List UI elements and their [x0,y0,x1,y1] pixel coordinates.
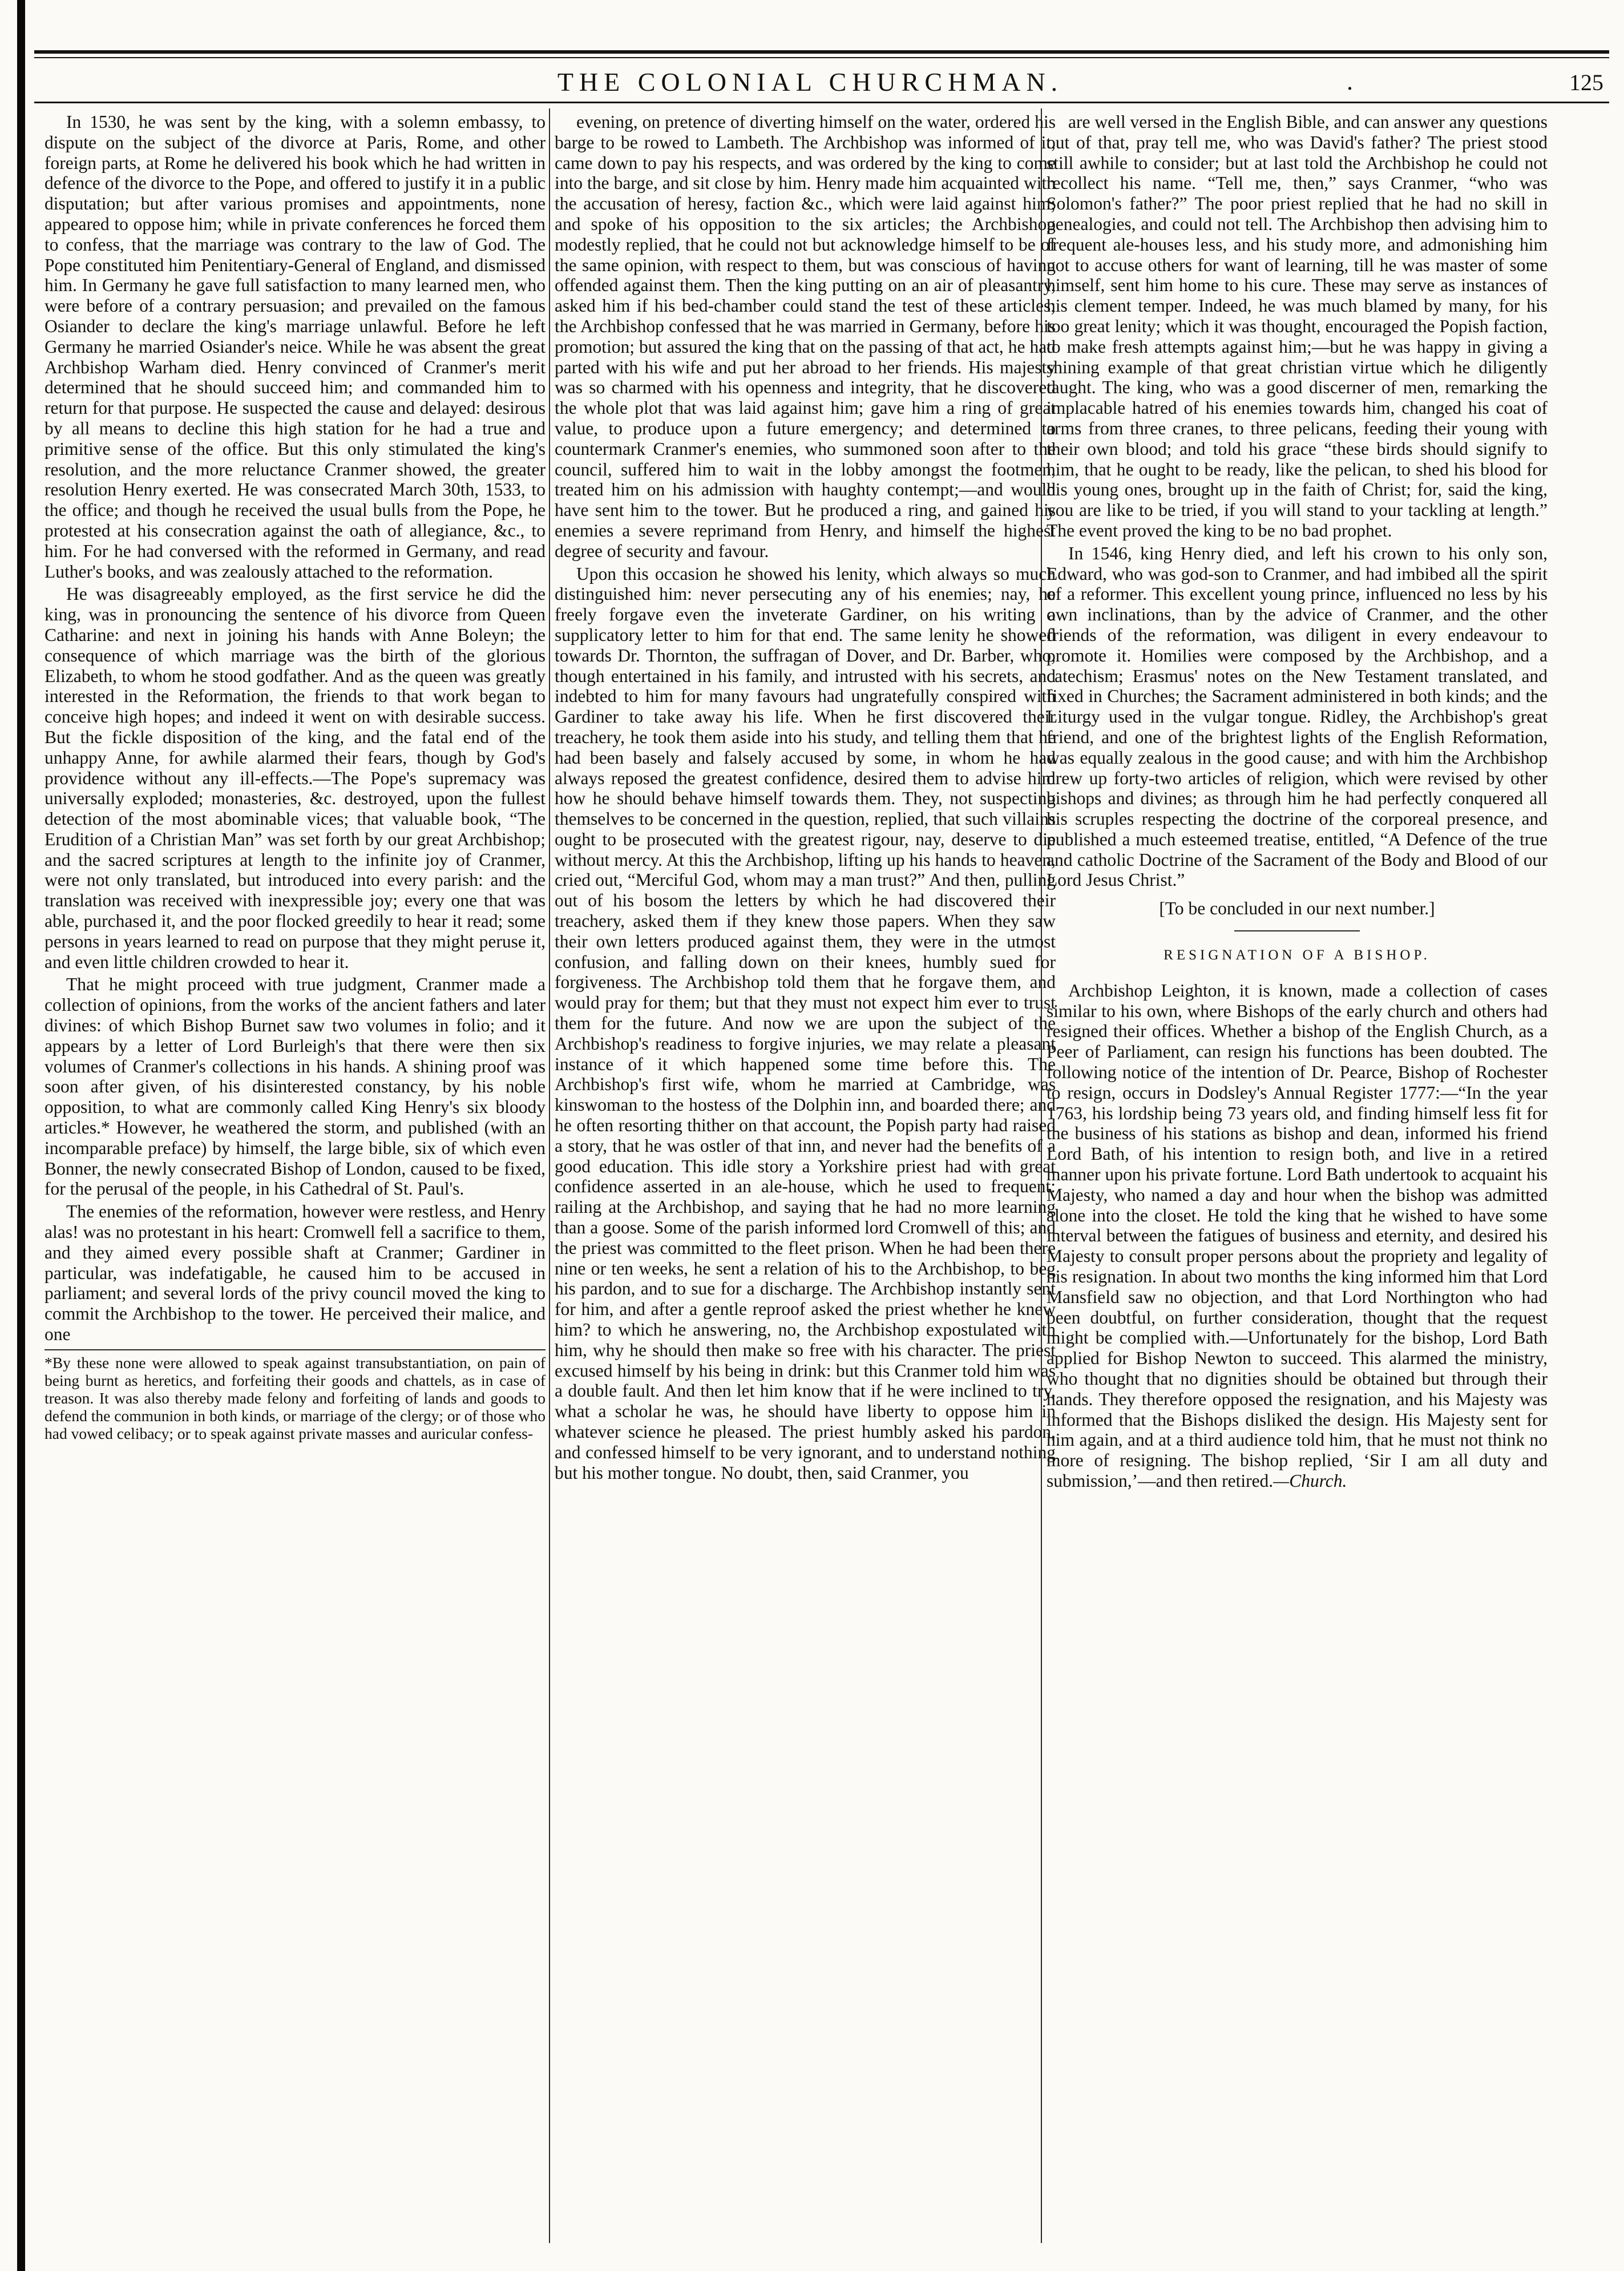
section-rule [1234,930,1360,931]
paragraph: Upon this occasion he showed his lenity, which always so much distinguished him: never persecuting any of his enemies; nay, he freely forgave even the inveterate Gardiner, on his writing a supplicatory letter to him for that end. The same lenity he showed towards Dr. Thornton, the suffragan of Dover, and Dr. Barber, who, though entertained in his family, and intrusted with his secrets, and indebted to him for many favours had ungratefully conspired with Gardiner to take away his life. When he first discovered their treachery, he took them aside into his study, and telling them that he had been basely and falsely accused by some, in whom he had always reposed the greatest confidence, desired them to advise him how he should behave himself towards them. They, not suspecting themselves to be concerned in the question, replied, that such villains ought to be prosecuted with the greatest rigour, nay, deserve to die without mercy. At this the Archbishop, lifting up his hands to heaven, cried out, “Merciful God, whom may a man trust?” And then, pulling out of his bosom the letters by which he had discovered their treachery, asked them if they knew those papers. When they saw their own letters produced against them, they were in the utmost confusion, and falling down on their knees, humbly sued for forgiveness. The Archbishop told them that he forgave them, and would pray for them; but that they must not expect him ever to trust them for the future. And now we are upon the subject of the Archbishop's readiness to forgive injuries, we may relate a pleasant instance of it which happened some time before this. The Archbishop's first wife, whom he married at Cambridge, was kinswoman to the hostess of the Dolphin inn, and boarded there; and he often resorting thither on that account, the Popish party had raised a story, that he was ostler of that inn, and never had the benefits of a good education. This idle story a Yorkshire priest had with great confidence asserted in an ale-house, which he used to frequent: railing at the Archbishop, and saying that he had no more learning than a goose. Some of the parish informed lord Cromwell of this; and the priest was committed to the fleet prison. When he had been there nine or ten weeks, he sent a relation of his to the Archbishop, to beg his pardon, and to sue for a discharge. The Archbishop instantly sent for him, and after a gentle reproof asked the priest whether he knew him? to which he answering, no, the Archbishop expostulated with him, why he should then make so free with his character. The priest excused himself by his being in drink: but this Cranmer told him was a double fault. And then let him know that if he were inclined to try, what a scholar he was, he should have liberty to oppose him in whatever science he pleased. The priest humbly asked his pardon, and confessed himself to be very ignorant, and to understand nothing but his mother tongue. No doubt, then, said Cranmer, you [555,563,1056,1483]
footnote: *By these none were allowed to speak against transubstantiation, on pain of being burnt as heretics, and forfeiting their goods and chattels, as in case of treason. It was also thereby made felony and forfeiting of lands and goods to defend the communion in both kinds, or marriage of the clergy; or of those who had vowed celibacy; or to speak against private masses and auricular confess- [45,1353,546,1442]
paragraph: evening, on pretence of diverting himself on the water, ordered his barge to be rowed to Lambeth. The Archbishop was informed of it, came down to pay his respects, and was ordered by the king to come into the barge, and sit close by him. Henry made him acquainted with the accusation of heresy, faction &c., which were laid against him; and spoke of his opposition to the six articles; the Archbishop modestly replied, that he could not but acknowledge himself to be of the same opinion, with respect to them, but was conscious of having offended against them. Then the king putting on an air of pleasantry, asked him if his bed-chamber could stand the test of these articles; the Archbishop confessed that he was married in Germany, before his promotion; but assured the king that on the passing of that act, he had parted with his wife and put her abroad to her friends. His majesty was so charmed with his openness and integrity, that he discovered the whole plot that was laid against him; gave him a ring of great value, to produce upon a future emergency; and determined to countermark Cranmer's enemies, who summoned soon after to the council, suffered him to wait in the lobby amongst the footmen, treated him on his admission with haughty contempt;—and would have sent him to the tower. But he produced a ring, and gained his enemies a severe reprimand from Henry, and himself the highest degree of security and favour. [555,112,1056,561]
continuation-note: [To be concluded in our next number.] [1159,898,1435,919]
paragraph: He was disagreeably employed, as the first service he did the king, was in pronouncing the sentence of his divorce from Queen Catharine: and next in joining his hands with Anne Boleyn; the consequence of which marriage was the birth of the glorious Elizabeth, to whom he stood godfather. And as the queen was greatly interested in the Reformation, the friends to that work began to conceive high hopes; and indeed it went on with desirable success. But the fickle disposition of the king, and the fatal end of the unhappy Anne, for awhile alarmed their fears, though by God's providence without any ill-effects.—The Pope's supremacy was universally exploded; monasteries, &c. destroyed, upon the fullest detection of the most abominable vices; that valuable book, “The Erudition of a Christian Man” was set forth by our great Archbishop; and the sacred scriptures at length to the infinite joy of Cranmer, were not only translated, but introduced into every parish: and the translation was received with inexpressible joy; every one that was able, purchased it, and the poor flocked greedily to hear it read; some persons in years learned to read on purpose that they might peruse it, and even little children crowded to hear it. [45,584,546,972]
footnote-rule [45,1349,546,1350]
masthead-dot: . [1347,67,1353,95]
section-heading: RESIGNATION OF A BISHOP. [1164,947,1431,963]
top-rule [34,50,1609,54]
paragraph [1047,981,1548,1491]
paragraph: In 1546, king Henry died, and left his crown to his only son, Edward, who was god-son to Cranmer, and had imbibed all the spirit of a reformer. This excellent young prince, influenced no less by his own inclinations, than by the advice of Cranmer, and the other friends of the reformation, was diligent in every endeavour to promote it. Homilies were composed by the Archbishop, and a catechism; Erasmus' notes on the New Testament translated, and fixed in Churches; the Sacrament administered in both kinds; and the Liturgy used in the vulgar tongue. Ridley, the Archbishop's great friend, and one of the brightest lights of the English Reformation, was equally zealous in the good cause; and with him the Archbishop drew up forty-two articles of religion, which were revised by other bishops and divines; as through him he had perfectly conquered all his scruples respecting the doctrine of the corporeal presence, and published a much esteemed treatise, entitled, “A Defence of the true and catholic Doctrine of the Sacrament of the Body and Blood of our Lord Jesus Christ.” [1047,543,1548,890]
top-rule-thin [34,57,1609,58]
page-number: 125 [1569,70,1603,95]
source-signature: —Church. [1273,1471,1347,1491]
column-3 [1047,112,1548,2224]
paragraph-text: Archbishop Leighton, it is known, made a collection of cases similar to his own, where Bishops of the early church and others had resigned their offices. Whether a bishop of the English Church, as a Peer of Parliament, can resign his functions has been doubted. The following notice of the intention of Dr. Pearce, Bishop of Rochester to resign, occurs in Dodsley's Annual Register 1777:—“In the year 1763, his lordship being 73 years old, and finding himself less fit for the business of his stations as bishop and dean, informed his friend Lord Bath, of his intention to resign both, and live in a retired manner upon his private fortune. Lord Bath undertook to acquaint his Majesty, who named a day and hour when the bishop was admitted alone into the closet. He told the king that he wished to have some interval between the fatigues of business and eternity, and desired his Majesty to consult proper persons about the propriety and legality of his resignation. In about two months the king informed him that Lord Mansfield saw no objection, and that Lord Northington who had been doubtful, on further consideration, thought that the request might be complied with.—Unfortunately for the bishop, Lord Bath applied for Bishop Newton to succeed. This alarmed the ministry, who thought that no dignities should be obtained but through their hands. They therefore opposed the resignation, and his Majesty was informed that the Bishops disliked the design. His Majesty sent for him again, and at a third audience told him, that he must not think no more of resigning. The bishop replied, ‘Sir I am all duty and submission,’—and then retired. [1047,980,1548,1491]
header-rule [34,102,1609,103]
page-binding-edge [17,0,25,2271]
paragraph: The enemies of the reformation, however were restless, and Henry alas! was no protestant in his heart: Cromwell fell a sacrifice to them, and they aimed every possible shaft at Cranmer; Gardiner in particular, was indefatigable, he caused him to be accused in parliament; and several lords of the privy council moved the king to commit the Archbishop to the tower. He perceived their malice, and one [45,1201,546,1345]
paragraph: In 1530, he was sent by the king, with a solemn embassy, to dispute on the subject of the divorce at Paris, Rome, and other foreign parts, at Rome he delivered his book which he had written in defence of the divorce to the Pope, and offered to justify it in a public disputation; but after various promises and appointments, none appeared to oppose him; while in private conferences he forced them to confess, that the marriage was contrary to the law of God. The Pope constituted him Penitentiary-General of England, and dismissed him. In Germany he gave full satisfaction to many learned men, who were before of a contrary persuasion; and prevailed on the famous Osiander to declare the king's marriage unlawful. Before he left Germany he married Osiander's neice. While he was absent the great Archbishop Warham died. Henry convinced of Cranmer's merit determined that he should succeed him; and commanded him to return for that purpose. He suspected the cause and delayed: desirous by all means to decline this high station for he had a true and primitive sense of the office. But this only stimulated the king's resolution, and the more reluctance Cranmer showed, the greater resolution Henry exerted. He was consecrated March 30th, 1533, to the office; and though he received the usual bulls from the Pope, he protested at his consecration against the oath of allegiance, &c., to him. For he had conversed with the reformed in Germany, and read Luther's books, and was zealously attached to the reformation. [45,112,546,582]
masthead-title: THE COLONIAL CHURCHMAN. [557,67,1064,96]
paragraph: That he might proceed with true judgment, Cranmer made a collection of opinions, from the works of the ancient fathers and later divines: of which Bishop Burnet saw two volumes in folio; and it appears by a letter of Lord Burleigh's that there were then six volumes of Cranmer's collections in his hands. A shining proof was soon after given, of his disinterested constancy, by his noble opposition, to what are commonly called King Henry's six bloody articles.* However, he weathered the storm, and published (with an incomparable preface) by himself, the large bible, six of which even Bonner, the newly consecrated Bishop of London, caused to be fixed, for the perusal of the people, in his Cathedral of St. Paul's. [45,974,546,1199]
column-1 [45,112,546,2224]
paragraph: are well versed in the English Bible, and can answer any questions out of that, pray tell me, who was David's father? The priest stood still awhile to consider; but at last told the Archbishop he could not recollect his name. “Tell me, then,” says Cranmer, “who was Solomon's father?” The poor priest replied that he had no skill in genealogies, and could not tell. The Archbishop then advising him to frequent ale-houses less, and his study more, and admonishing him not to accuse others for want of learning, till he was master of some himself, sent him home to his cure. These may serve as instances of his clement temper. Indeed, he was much blamed by many, for his too great lenity; which it was thought, encouraged the Popish faction, to make fresh attempts against him;—but he was happy in giving a shining example of that great christian virtue which he diligently taught. The king, who was a good discerner of men, remarking the implacable hatred of his enemies towards him, changed his coat of arms from three cranes, to three pelicans, feeding their young with their own blood; and told his grace “these birds should signify to him, that he ought to be ready, like the pelican, to shed his blood for his young ones, brought up in the faith of Christ; for, said the king, you are like to be tried, if you will stand to your tackling at length.” The event proved the king to be no bad prophet. [1047,112,1548,540]
column-divider-1 [549,108,550,2243]
column-2 [555,112,1056,2224]
